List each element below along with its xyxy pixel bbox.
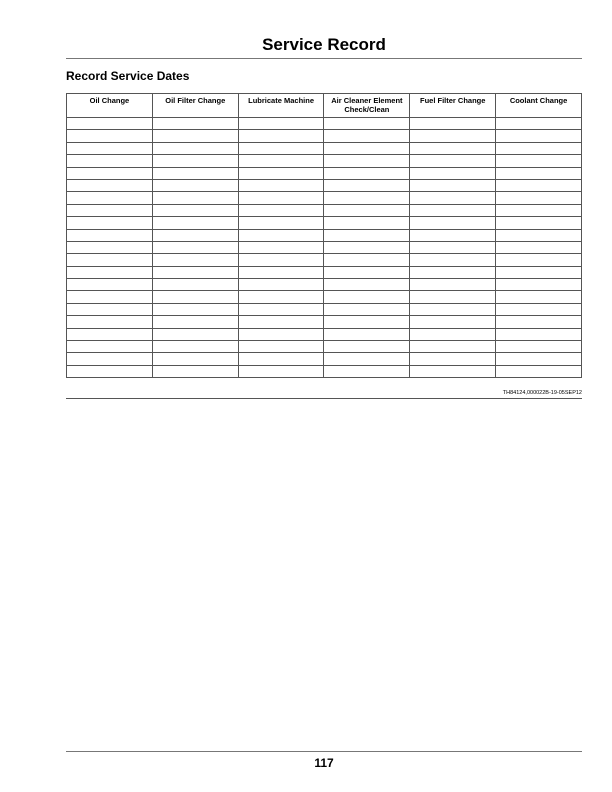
table-cell [324,279,410,291]
column-header-oil-filter-change: Oil Filter Change [152,94,238,118]
table-cell [238,254,324,266]
table-cell [152,142,238,154]
table-cell [152,118,238,130]
table-cell [152,241,238,253]
column-header-oil-change: Oil Change [67,94,153,118]
table-row [67,266,582,278]
table-cell [324,353,410,365]
table-cell [324,291,410,303]
table-cell [496,192,582,204]
table-cell [410,192,496,204]
table-cell [238,328,324,340]
table-cell [152,155,238,167]
table-cell [496,341,582,353]
table-cell [67,266,153,278]
table-cell [410,266,496,278]
table-cell [324,155,410,167]
header-row [67,94,582,118]
table-cell [67,179,153,191]
table-cell [324,142,410,154]
table-cell [67,118,153,130]
table-cell [324,241,410,253]
table-row [67,353,582,365]
table-cell [410,279,496,291]
table-cell [152,254,238,266]
table-cell [67,142,153,154]
table-cell [152,279,238,291]
table-row [67,328,582,340]
column-header-fuel-filter-change: Fuel Filter Change [410,94,496,118]
table-cell [238,365,324,377]
table-cell [152,316,238,328]
table-row [67,291,582,303]
table-cell [67,341,153,353]
table-cell [410,341,496,353]
section-heading: Record Service Dates [66,69,190,83]
table-row [67,279,582,291]
table-cell [496,130,582,142]
table-row [67,341,582,353]
table-cell [324,217,410,229]
table-cell [496,353,582,365]
table-cell [496,279,582,291]
table-cell [496,204,582,216]
column-header-coolant-change: Coolant Change [496,94,582,118]
table-cell [324,266,410,278]
table-cell [496,316,582,328]
table-row [67,316,582,328]
table-cell [238,130,324,142]
service-record-table [66,93,582,378]
table-cell [496,217,582,229]
table-cell [238,167,324,179]
table-cell [410,167,496,179]
table-cell [496,291,582,303]
table-cell [238,341,324,353]
table-cell [496,229,582,241]
table-row [67,204,582,216]
table-cell [324,254,410,266]
table-row [67,241,582,253]
table-cell [152,328,238,340]
section-end-divider [66,398,582,399]
table-cell [324,204,410,216]
table-cell [410,316,496,328]
table-cell [67,303,153,315]
table-cell [238,279,324,291]
page-title: Service Record [262,35,386,54]
table-cell [324,341,410,353]
table-cell [410,217,496,229]
table-cell [410,353,496,365]
column-header-lubricate-machine: Lubricate Machine [238,94,324,118]
table-cell [238,241,324,253]
table-row [67,167,582,179]
table-cell [410,291,496,303]
table-cell [324,365,410,377]
table-cell [238,155,324,167]
table-cell [238,353,324,365]
footer-divider [66,751,582,752]
table-cell [238,229,324,241]
table-cell [67,241,153,253]
table-cell [324,303,410,315]
table-cell [152,365,238,377]
table-cell [238,179,324,191]
table-row [67,303,582,315]
table-cell [67,328,153,340]
table-cell [152,204,238,216]
table-cell [152,217,238,229]
table-cell [324,316,410,328]
table-cell [67,167,153,179]
table-cell [152,291,238,303]
table-cell [410,179,496,191]
table-cell [238,291,324,303]
table-cell [324,192,410,204]
table-row [67,118,582,130]
table-header [67,94,582,118]
table-cell [67,316,153,328]
table-row [67,179,582,191]
table-cell [67,192,153,204]
table-cell [152,303,238,315]
table-cell [67,365,153,377]
page-number: 117 [314,756,334,770]
table-cell [67,229,153,241]
table-cell [496,142,582,154]
table-cell [152,341,238,353]
table-cell [238,266,324,278]
table-cell [67,204,153,216]
table-cell [410,118,496,130]
table-cell [324,167,410,179]
table-cell [496,266,582,278]
table-cell [496,241,582,253]
table-cell [238,204,324,216]
table-cell [324,130,410,142]
table-cell [67,279,153,291]
table-cell [67,291,153,303]
table-cell [67,217,153,229]
table-cell [410,365,496,377]
table-cell [496,118,582,130]
table-cell [410,328,496,340]
table-cell [67,353,153,365]
table-cell [152,130,238,142]
table-cell [410,241,496,253]
table-cell [238,142,324,154]
table-cell [152,192,238,204]
table-cell [152,167,238,179]
table-cell [152,179,238,191]
table-cell [238,217,324,229]
table-cell [324,229,410,241]
table-cell [67,155,153,167]
table-row [67,192,582,204]
table-cell [410,142,496,154]
table-body [67,118,582,378]
table-cell [496,365,582,377]
table-cell [496,303,582,315]
table-cell [410,303,496,315]
table-cell [238,316,324,328]
table-cell [496,328,582,340]
table-cell [496,254,582,266]
table-row [67,365,582,377]
table-cell [238,303,324,315]
table-row [67,229,582,241]
table-cell [152,266,238,278]
table-cell [238,118,324,130]
table-cell [67,254,153,266]
table-cell [410,254,496,266]
table-cell [324,328,410,340]
table-cell [324,179,410,191]
title-divider [66,58,582,59]
table-cell [67,130,153,142]
table-cell [410,229,496,241]
table-cell [410,204,496,216]
table-row [67,142,582,154]
table-cell [238,192,324,204]
table-cell [152,353,238,365]
table-cell [410,130,496,142]
document-code: TH84124,000022B-19-05SEP12 [502,390,582,396]
column-header-air-cleaner-element: Air Cleaner Element Check/Clean [324,94,410,118]
table-cell [324,118,410,130]
table-cell [496,155,582,167]
table-cell [496,167,582,179]
table-cell [152,229,238,241]
table-row [67,155,582,167]
table-cell [410,155,496,167]
table-cell [496,179,582,191]
table-row [67,254,582,266]
table-row [67,217,582,229]
table-row [67,130,582,142]
